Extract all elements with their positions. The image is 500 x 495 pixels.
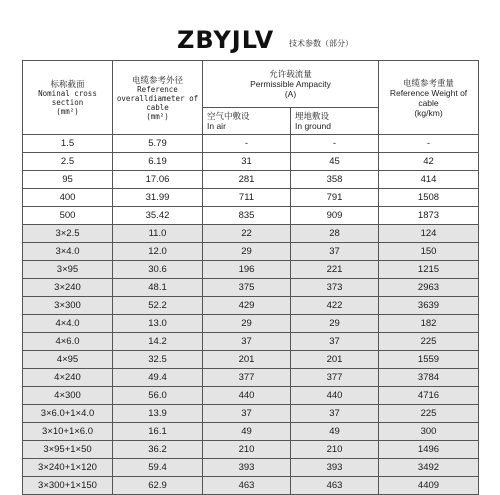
cell-weight: 1496 <box>379 441 479 459</box>
cell-section: 3×95 <box>23 261 113 279</box>
table-row <box>23 351 479 369</box>
table-row <box>23 171 479 189</box>
cell-section: 3×240 <box>23 279 113 297</box>
cell-weight: 1559 <box>379 351 479 369</box>
cell-section: 500 <box>23 207 113 225</box>
cell-weight: 124 <box>379 225 479 243</box>
cell-weight: 182 <box>379 315 479 333</box>
cell-weight: 3784 <box>379 369 479 387</box>
cell-weight: 1215 <box>379 261 479 279</box>
title-area <box>0 26 500 56</box>
cell-section: 4×4.0 <box>23 315 113 333</box>
cell-weight: - <box>379 135 479 153</box>
table-row <box>23 333 479 351</box>
cell-weight: 3639 <box>379 297 479 315</box>
cell-in-air: 711 <box>203 189 291 207</box>
cell-in-ground: 909 <box>291 207 379 225</box>
cell-diameter: 56.0 <box>113 387 203 405</box>
cell-in-air: 31 <box>203 153 291 171</box>
cell-section: 4×95 <box>23 351 113 369</box>
cell-in-air: 37 <box>203 333 291 351</box>
cell-weight: 42 <box>379 153 479 171</box>
cell-in-ground: 49 <box>291 423 379 441</box>
header-weight: 电缆参考重量 Reference Weight of cable (kg/km) <box>379 61 479 135</box>
cell-diameter: 49.4 <box>113 369 203 387</box>
cell-diameter: 16.1 <box>113 423 203 441</box>
table-row <box>23 207 479 225</box>
cell-section: 95 <box>23 171 113 189</box>
cell-weight: 225 <box>379 333 479 351</box>
cell-weight: 1873 <box>379 207 479 225</box>
cell-section: 3×4.0 <box>23 243 113 261</box>
cell-in-ground: 37 <box>291 243 379 261</box>
cell-diameter: 12.0 <box>113 243 203 261</box>
cell-diameter: 13.9 <box>113 405 203 423</box>
cell-weight: 150 <box>379 243 479 261</box>
cell-section: 3×10+1×6.0 <box>23 423 113 441</box>
cell-diameter: 59.4 <box>113 459 203 477</box>
header-in-ground: 埋地敷设 In ground <box>291 108 379 135</box>
cell-in-air: 196 <box>203 261 291 279</box>
cell-in-ground: 28 <box>291 225 379 243</box>
table-row <box>23 423 479 441</box>
cell-diameter: 13.0 <box>113 315 203 333</box>
table-row <box>23 459 479 477</box>
cell-in-ground: 440 <box>291 387 379 405</box>
cell-in-ground: 377 <box>291 369 379 387</box>
cell-in-ground: 373 <box>291 279 379 297</box>
table-body <box>23 135 479 495</box>
cell-weight: 414 <box>379 171 479 189</box>
cell-in-air: 201 <box>203 351 291 369</box>
cell-in-ground: 422 <box>291 297 379 315</box>
table-row <box>23 369 479 387</box>
cell-section: 400 <box>23 189 113 207</box>
cell-section: 3×300+1×150 <box>23 477 113 495</box>
cell-diameter: 62.9 <box>113 477 203 495</box>
cell-in-air: 49 <box>203 423 291 441</box>
table-row <box>23 261 479 279</box>
cell-in-air: - <box>203 135 291 153</box>
header-diameter: 电缆参考外径 Reference overalldiameter of cable (mm²) <box>113 61 203 135</box>
page-title: ZBYJLV <box>177 26 275 54</box>
cell-diameter: 36.2 <box>113 441 203 459</box>
table-row <box>23 279 479 297</box>
table-row <box>23 477 479 495</box>
cell-in-ground: 45 <box>291 153 379 171</box>
cell-diameter: 48.1 <box>113 279 203 297</box>
table-row <box>23 405 479 423</box>
cell-section: 4×6.0 <box>23 333 113 351</box>
cell-section: 3×6.0+1×4.0 <box>23 405 113 423</box>
cell-diameter: 32.5 <box>113 351 203 369</box>
cell-weight: 1508 <box>379 189 479 207</box>
cell-in-air: 29 <box>203 315 291 333</box>
cell-in-ground: 29 <box>291 315 379 333</box>
cell-diameter: 17.06 <box>113 171 203 189</box>
cell-in-air: 440 <box>203 387 291 405</box>
cell-in-ground: 393 <box>291 459 379 477</box>
cell-in-ground: 358 <box>291 171 379 189</box>
cell-in-air: 281 <box>203 171 291 189</box>
cell-diameter: 11.0 <box>113 225 203 243</box>
cell-diameter: 14.2 <box>113 333 203 351</box>
cell-weight: 4716 <box>379 387 479 405</box>
cell-in-air: 210 <box>203 441 291 459</box>
cell-in-ground: - <box>291 135 379 153</box>
cell-diameter: 35.42 <box>113 207 203 225</box>
cell-in-air: 393 <box>203 459 291 477</box>
cell-weight: 300 <box>379 423 479 441</box>
cell-section: 3×240+1×120 <box>23 459 113 477</box>
header-in-air: 空气中敷设 In air <box>203 108 291 135</box>
cell-in-air: 835 <box>203 207 291 225</box>
cell-in-ground: 463 <box>291 477 379 495</box>
header-section: 标称截面 Nominal cross section (mm²) <box>23 61 113 135</box>
table-row <box>23 243 479 261</box>
cell-weight: 2963 <box>379 279 479 297</box>
cell-in-air: 377 <box>203 369 291 387</box>
cell-section: 3×95+1×50 <box>23 441 113 459</box>
cell-diameter: 6.19 <box>113 153 203 171</box>
cell-in-air: 29 <box>203 243 291 261</box>
cell-diameter: 5.79 <box>113 135 203 153</box>
cell-in-air: 429 <box>203 297 291 315</box>
cell-in-ground: 210 <box>291 441 379 459</box>
table-row <box>23 189 479 207</box>
cell-in-ground: 37 <box>291 405 379 423</box>
cell-section: 3×300 <box>23 297 113 315</box>
cell-in-ground: 221 <box>291 261 379 279</box>
cell-section: 4×300 <box>23 387 113 405</box>
cell-weight: 3492 <box>379 459 479 477</box>
cell-section: 4×240 <box>23 369 113 387</box>
cell-section: 1.5 <box>23 135 113 153</box>
cell-in-ground: 201 <box>291 351 379 369</box>
cell-in-air: 463 <box>203 477 291 495</box>
table-row <box>23 387 479 405</box>
page-subtitle: 技术参数（部分） <box>289 39 353 48</box>
cell-section: 2.5 <box>23 153 113 171</box>
table-row <box>23 315 479 333</box>
table-row <box>23 135 479 153</box>
table-row <box>23 441 479 459</box>
cell-in-ground: 37 <box>291 333 379 351</box>
cell-in-air: 22 <box>203 225 291 243</box>
table-row <box>23 153 479 171</box>
cell-section: 3×2.5 <box>23 225 113 243</box>
cell-diameter: 31.99 <box>113 189 203 207</box>
spec-table <box>22 60 479 495</box>
table-row <box>23 225 479 243</box>
cell-weight: 4409 <box>379 477 479 495</box>
cell-weight: 225 <box>379 405 479 423</box>
cell-in-air: 37 <box>203 405 291 423</box>
cell-in-air: 375 <box>203 279 291 297</box>
table-row <box>23 297 479 315</box>
cell-in-ground: 791 <box>291 189 379 207</box>
header-ampacity: 允许载流量 Permissible Ampacity (A) <box>203 61 379 108</box>
cell-diameter: 52.2 <box>113 297 203 315</box>
cell-diameter: 30.6 <box>113 261 203 279</box>
